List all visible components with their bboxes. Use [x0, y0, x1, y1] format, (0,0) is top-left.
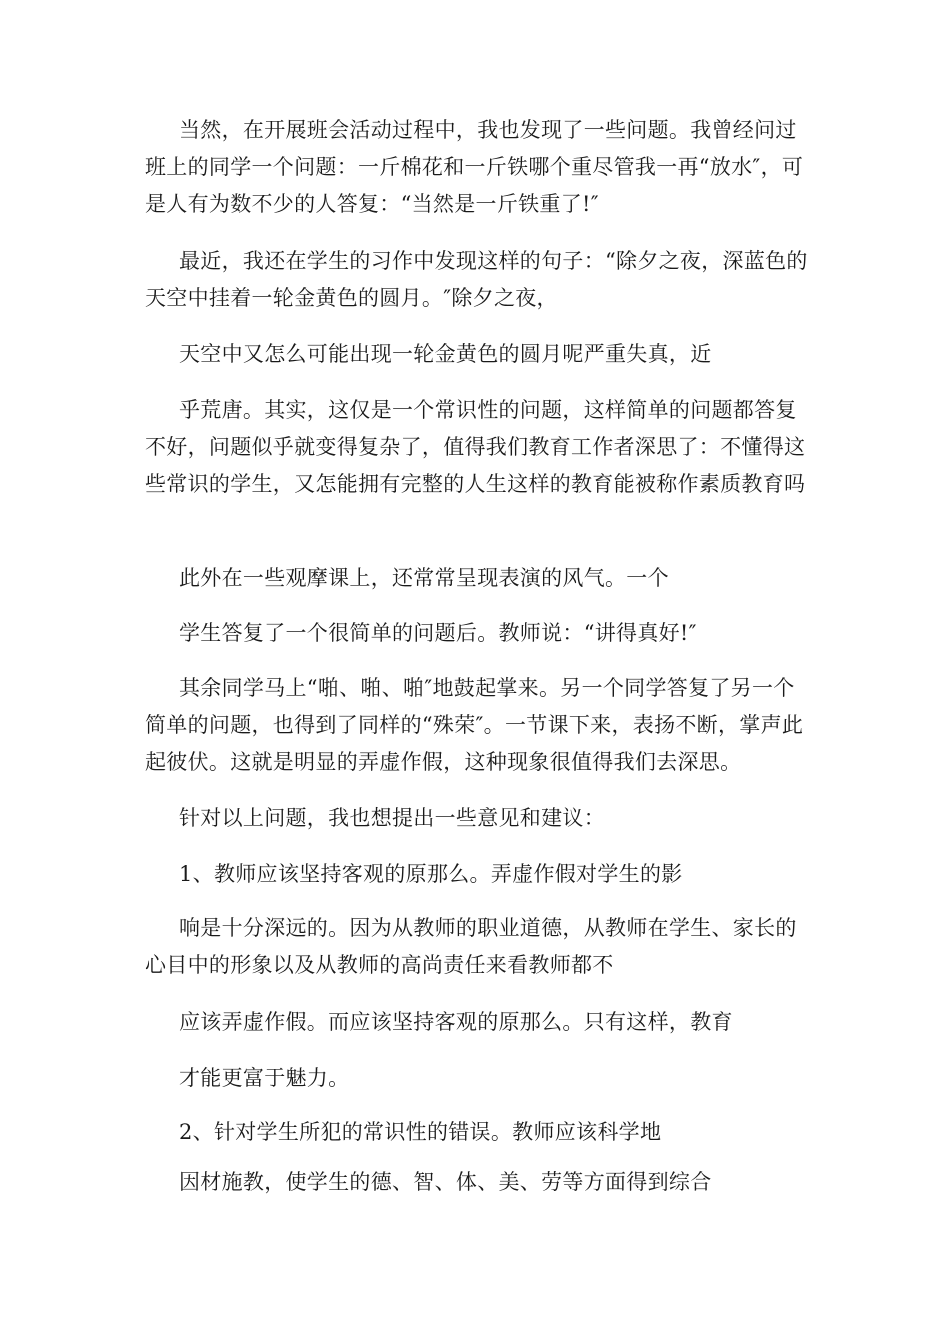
paragraph-14: 因材施教，使学生的德、智、体、美、劳等方面得到综合: [179, 1170, 712, 1194]
paragraph-1: 当然，在开展班会活动过程中，我也发现了一些问题。我曾经问过班上的同学一个问题：一斤棉花和一斤铁哪个重尽管我一再“放水″，可是人有为数不少的人答复：“当然是一斤铁重了!″: [145, 118, 804, 216]
paragraph-5: 此外在一些观摩课上，还常常呈现表演的风气。一个: [179, 566, 669, 590]
paragraph-10: 响是十分深远的。因为从教师的职业道德，从教师在学生、家长的心目中的形象以及从教师的高尚责任来看教师都不: [145, 916, 797, 977]
paragraph-6: 学生答复了一个很简单的问题后。教师说：“讲得真好!″: [179, 621, 697, 645]
paragraph-11: 应该弄虚作假。而应该坚持客观的原那么。只有这样，教育: [179, 1010, 733, 1034]
paragraph-4: 乎荒唐。其实，这仅是一个常识性的问题，这样简单的问题都答复不好，问题似乎就变得复杂了，值得我们教育工作者深思了：不懂得这些常识的学生，又怎能拥有完整的人生这样的教育能被称作素质教育吗: [145, 398, 806, 496]
paragraph-2: 最近，我还在学生的习作中发现这样的句子：“除夕之夜，深蓝色的天空中挂着一轮金黄色的圆月。″除夕之夜，: [145, 249, 808, 310]
paragraph-7: 其余同学马上“啪、啪、啪″地鼓起掌来。另一个同学答复了另一个简单的问题，也得到了同样的“殊荣″。一节课下来，表扬不断，掌声此起彼伏。这就是明显的弄虚作假，这种现象很值得我们去深思。: [145, 676, 804, 774]
paragraph-12: 才能更富于魅力。: [179, 1066, 350, 1090]
paragraph-3: 天空中又怎么可能出现一轮金黄色的圆月呢严重失真，近: [179, 342, 712, 366]
paragraph-9: 1、教师应该坚持客观的原那么。弄虚作假对学生的影: [179, 862, 683, 886]
paragraph-8: 针对以上问题，我也想提出一些意见和建议：: [179, 806, 605, 830]
paragraph-13: 2、针对学生所犯的常识性的错误。教师应该科学地: [179, 1120, 662, 1144]
